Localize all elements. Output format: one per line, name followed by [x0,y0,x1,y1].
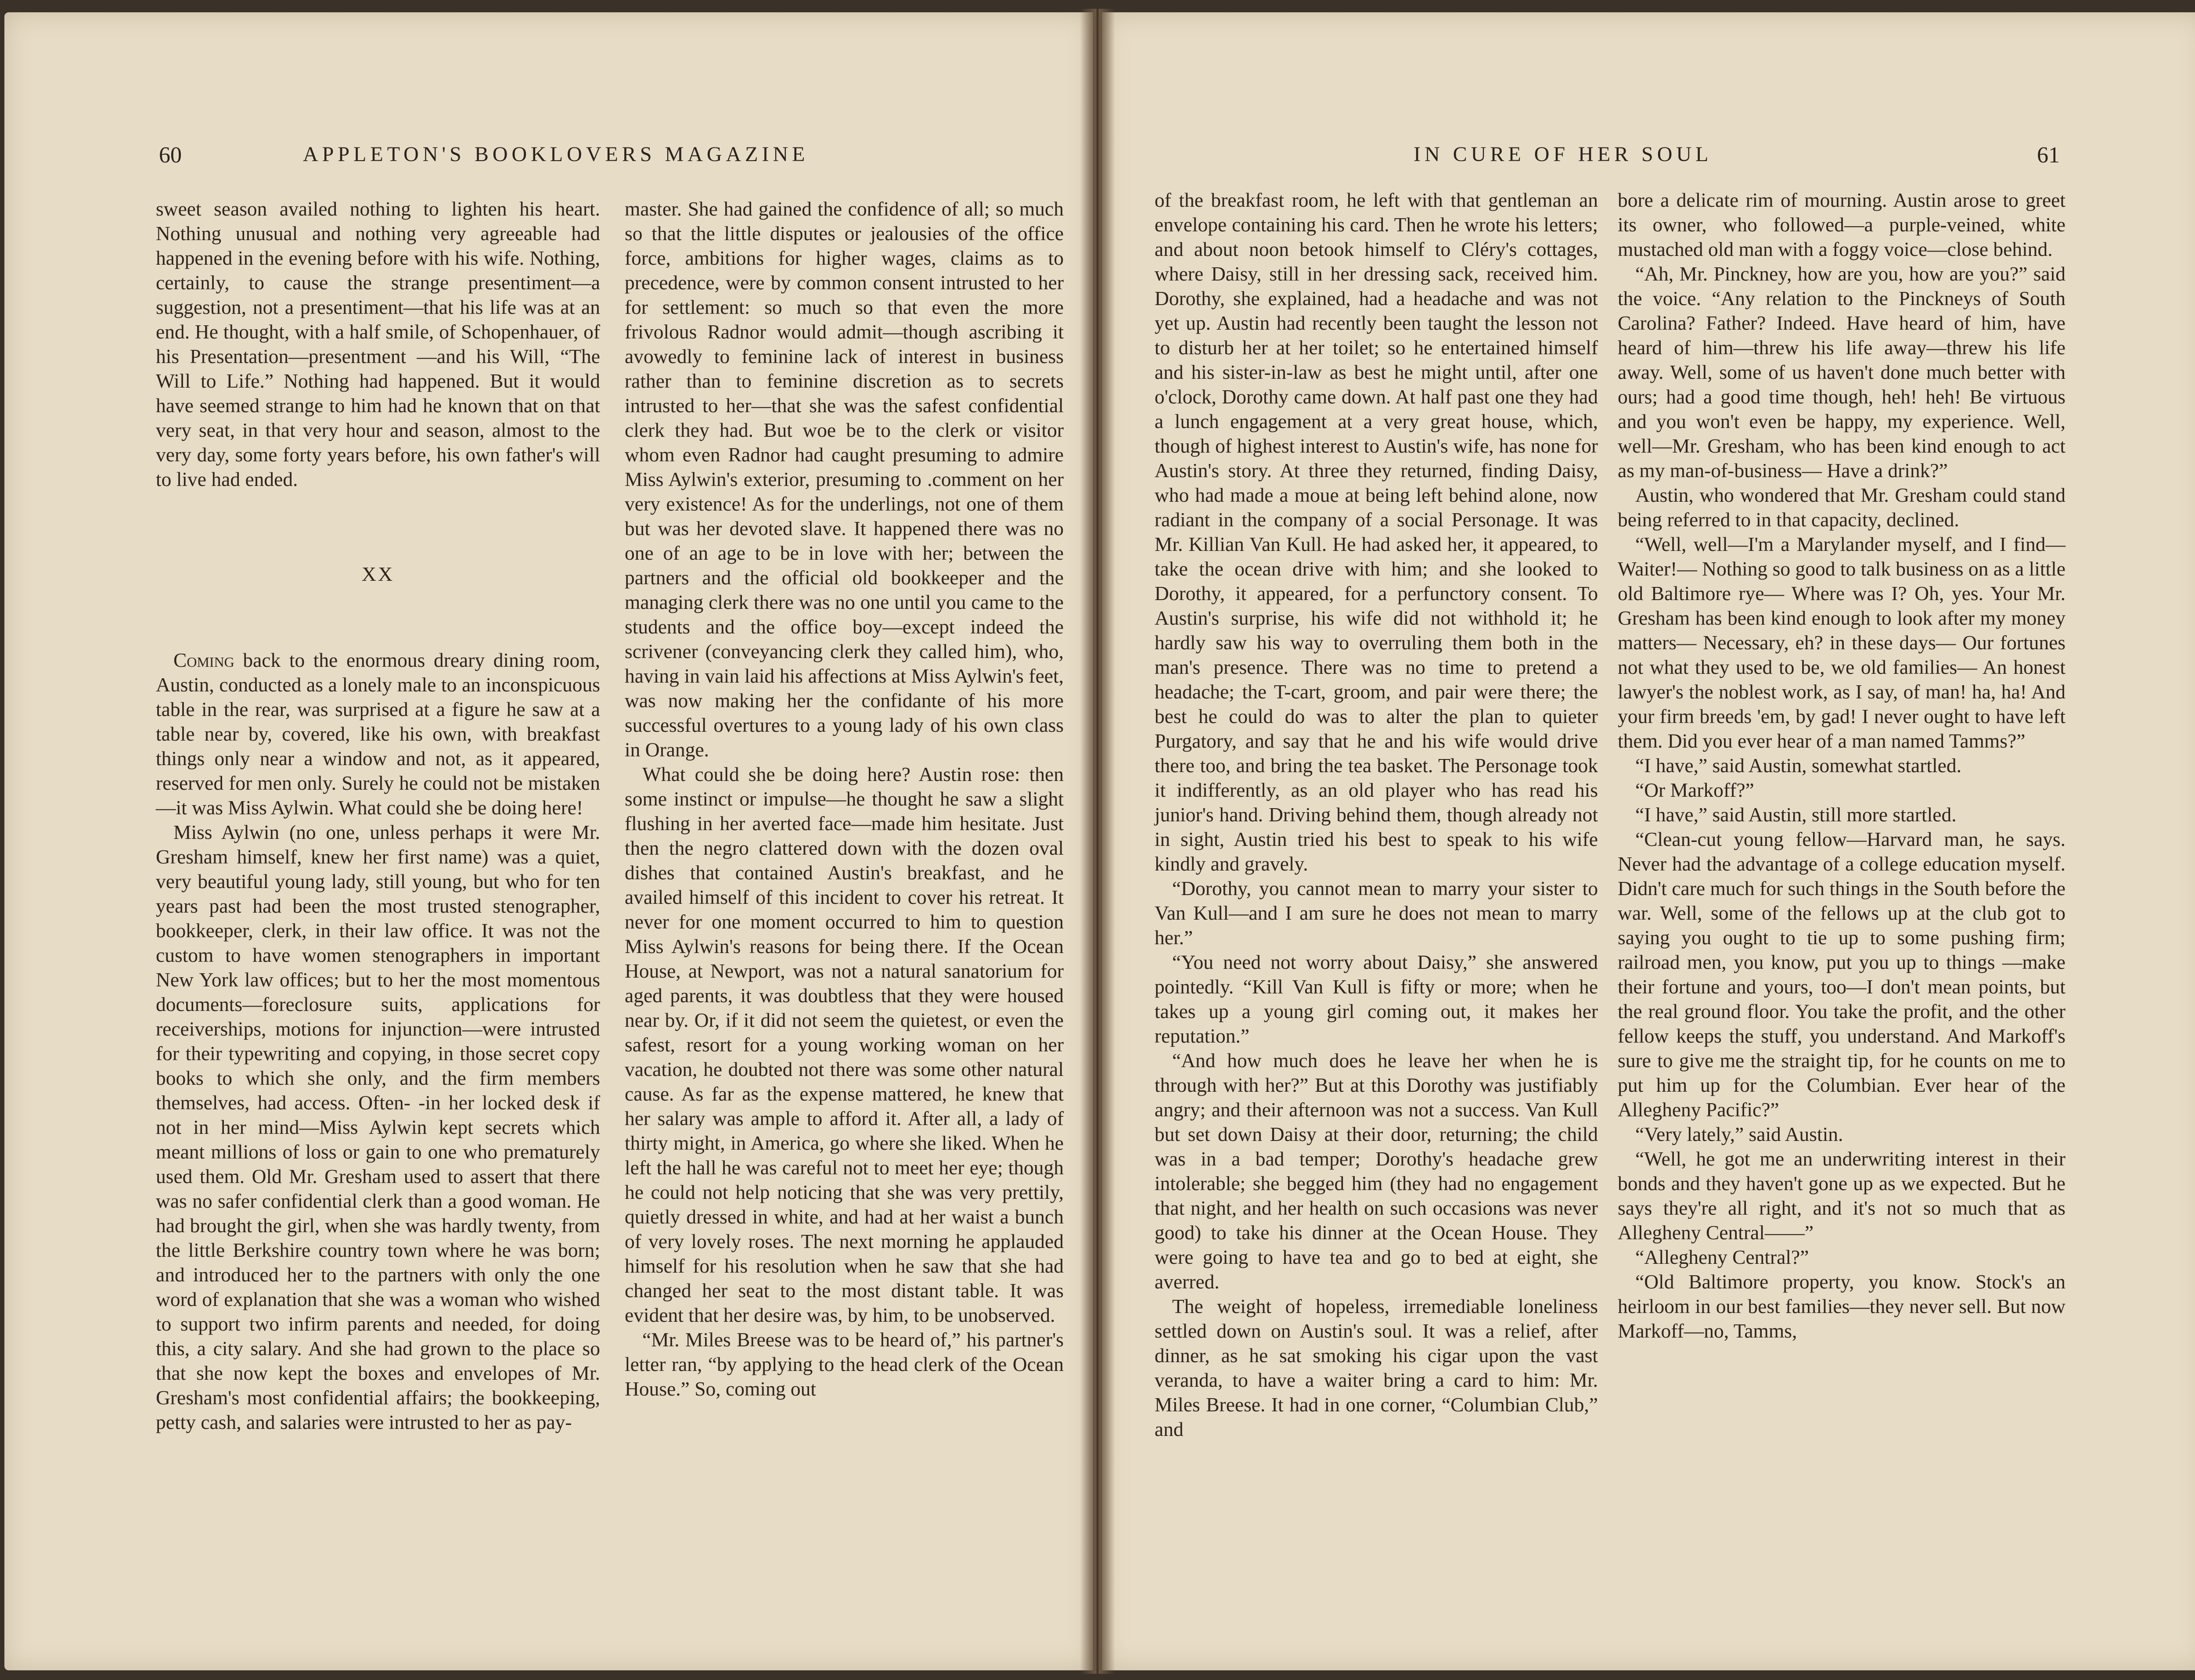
right-page-number: 61 [2037,143,2060,168]
paragraph: “Well, he got me an underwriting interest in their bonds and they haven't gone up as we expected. But he says they're all right, and it's not so much that as Allegheny Central——” [1618,1148,2065,1244]
left-column-2 [625,197,1064,1401]
paragraph: sweet season availed nothing to lighten his heart. Nothing unusual and nothing very agreeable had happened in the evening before with his wife. Nothing, certainly, to cause the strange presentiment—a suggestion, not a presentiment—that his life was at an end. He thought, with a half smile, of Schopenhauer, of his Presentation—presentment —and his Will, “The Will to Life.” Nothing had happened. But it would have seemed strange to him had he known that on that very seat, in that very hour and season, almost to the very day, some forty years before, his own father's will to live had ended. [156,198,600,490]
paragraph: Miss Aylwin (no one, unless perhaps it were Mr. Gresham himself, knew her first name) was a quiet, very beautiful young lady, still young, but who for ten years past had been the most trusted stenographer, bookkeeper, clerk, in their law office. It was not the custom to have women stenographers in important New York law offices; but to her the most momentous documents—foreclosure suits, applications for receiverships, motions for injunction—were intrusted for their typewriting and copying, in those secret copy books to which she only, and the firm members themselves, had access. Often- -in her locked desk if not in her mind—Miss Aylwin kept secrets which meant millions of loss or gain to one who prematurely used them. Old Mr. Gresham used to assert that there was no safer confidential clerk than a good woman. He had brought the girl, when she was hardly twenty, from the little Berkshire country town where he was born; and introduced her to the partners with only the one word of explanation that she was a woman who wished to support two infirm parents and needed, for doing this, a city salary. And she had grown to the place so that she now kept the boxes and envelopes of Mr. Gresham's most confidential affairs; the bookkeeping, petty cash, and salaries were intrusted to her as pay- [156,821,600,1433]
paragraph: “Well, well—I'm a Marylander myself, and I find— Waiter!— Nothing so good to talk business on as a little old Baltimore rye— Where was I? Oh, yes. Your Mr. Gresham has been kind enough to look after my money matters— Necessary, eh? in these days— Our fortunes not what they used to be, we old families— An honest lawyer's the noblest work, as I say, of man! ha, ha! And your firm breeds 'em, by gad! I never ought to have left them. Did you ever hear of a man named Tamms?” [1618,533,2065,752]
left-page-number: 60 [159,143,182,168]
paragraph: “I have,” said Austin, somewhat startled. [1635,754,1961,777]
right-page [1102,12,2195,1670]
paragraph: “Dorothy, you cannot mean to marry your sister to Van Kull—and I am sure he does not mean to marry her.” [1155,877,1598,949]
drop-word: Coming [173,649,234,671]
paragraph: “Old Baltimore property, you know. Stock's an heirloom in our best families—they never sell. But now Markoff—no, Tamms, [1618,1270,2065,1342]
paragraph-text: back to the enormous dreary dining room, Austin, conducted as a lonely male to an inconspicuous table in the rear, was surprised at a figure he saw at a table near by, covered, like his own, with breakfast things only near a window and not, as it appeared, reserved for men only. Surely he could not be mistaken—it was Miss Aylwin. What could she be doing here! [156,649,600,819]
paragraph: “Ah, Mr. Pinckney, how are you, how are you?” said the voice. “Any relation to the Pinckneys of South Carolina? Father? Indeed. Have heard of him, have heard of him—threw his life away—threw his life away. Well, some of us haven't done much better with ours; had a good time though, heh! heh! Be virtuous and you won't even be happy, my experience. Well, well—Mr. Gresham, who has been kind enough to act as my man-of-business— Have a drink?” [1618,263,2065,482]
paragraph: master. She had gained the confidence of all; so much so that the little disputes or jealousies of the office force, ambitions for higher wages, claims as to precedence, were by common consent intrusted to her for settlement: so much so that even the more frivolous Radnor would admit—though ascribing it avowedly to feminine lack of interest in business rather than to feminine discretion as to secrets intrusted to her—that she was the safest confidential clerk they had. But woe be to the clerk or visitor whom even Radnor had caught presuming to admire Miss Aylwin's exterior, presuming to .comment on her very existence! As for the underlings, not one of them but was her devoted slave. It happened there was no one of an age to be in love with her; between the partners and the official old bookkeeper and the managing clerk there was no one until you came to the students and the office boy—except indeed the scrivener (conveyancing clerk they called him), who, having in vain laid his affections at Miss Aylwin's feet, was now making her the confidante of his more successful overtures to a young lady of his own class in Orange. [625,198,1064,761]
paragraph [156,648,600,820]
section-heading: XX [361,563,395,585]
paragraph: “Mr. Miles Breese was to be heard of,” his partner's letter ran, “by applying to the head clerk of the Ocean House.” So, coming out [625,1328,1064,1400]
paragraph: “I have,” said Austin, still more startled. [1635,803,1957,826]
paragraph: “And how much does he leave her when he is through with her?” But at this Dorothy was justifiably angry; and their afternoon was not a success. Van Kull but set down Daisy at their door, returning; the child was in a bad temper; Dorothy's headache grew intolerable; she begged him (they had no engagement that night, and her health on such occasions was never good) to take his dinner at the Ocean House. They were going to have tea and go to bed at eight, she averred. [1155,1049,1598,1293]
paragraph: “Allegheny Central?” [1635,1246,1809,1268]
paragraph: “Clean-cut young fellow—Harvard man, he says. Never had the advantage of a college education myself. Didn't care much for such things in the South before the war. Well, some of the fellows up at the club got to saying you ought to tie up to some pushing firm; railroad men, you know, put you up to things —make their fortune and yours, too—I don't mean points, but the real ground floor. You take the profit, and the other fellow keeps the stuff, you understand. And Markoff's sure to give me the straight tip, for he counts on me to put him up for the Columbian. Ever hear of the Allegheny Pacific?” [1618,828,2065,1121]
left-running-head: APPLETON'S BOOKLOVERS MAGAZINE [303,143,809,166]
book-gutter [1080,9,1115,1674]
left-column-1 [156,197,600,1435]
right-running-head: IN CURE OF HER SOUL [1414,143,1713,166]
paragraph: Austin, who wondered that Mr. Gresham could stand being referred to in that capacity, declined. [1618,484,2065,531]
left-page [4,12,1093,1670]
paragraph: bore a delicate rim of mourning. Austin arose to greet its owner, who followed—a purple-veined, white mustached old man with a foggy voice—close behind. [1618,189,2065,260]
paragraph: of the breakfast room, he left with that gentleman an envelope containing his card. Then he wrote his letters; and about noon betook himself to Cléry's cottages, where Daisy, still in her dressing sack, received him. Dorothy, she explained, had a headache and was not yet up. Austin had recently been taught the lesson not to disturb her at her toilet; so he entertained himself and his sister-in-law as best he might until, after one o'clock, Dorothy came down. At half past one they had a lunch engagement at a very great house, which, though of highest interest to Austin's wife, has none for Austin's story. At three they returned, finding Daisy, who had made a moue at being left behind alone, now radiant in the company of a social Personage. It was Mr. Killian Van Kull. He had asked her, it appeared, to take the ocean drive with him; and she looked to Dorothy, it appeared, for a perfunctory consent. To Austin's surprise, his wife did not withhold it; he hardly saw his way to overruling them both in the man's presence. There was no time to pretend a headache; the T-cart, groom, and pair were there; the best he could do was to alter the plan to quieter Purgatory, and say that he and his wife would drive there too, and bring the tea basket. The Personage took it indifferently, as an old player who has read his junior's hand. Driving behind them, though already not in sight, Austin tried his best to speak to his wife kindly and gravely. [1155,189,1598,875]
paragraph: “You need not worry about Daisy,” she answered pointedly. “Kill Van Kull is fifty or more; when he takes up a young girl coming out, it makes her reputation.” [1155,951,1598,1047]
paragraph: What could she be doing here? Austin rose: then some instinct or impulse—he thought he saw a slight flushing in her averted face—made him hesitate. Just then the negro clattered down with the dozen oval dishes that contained Austin's breakfast, and he availed himself of this incident to cover his retreat. It never for one moment occurred to him to question Miss Aylwin's reasons for being there. If the Ocean House, at Newport, was not a natural sanatorium for aged parents, it was doubtless that they were housed near by. Or, if it did not seem the quietest, or even the safest, resort for a young working woman on her vacation, he doubted not there was some other natural cause. As far as the expense mattered, he knew that her salary was ample to afford it. After all, a lady of thirty might, in America, go where she liked. When he left the hall he was careful not to meet her eye; though he could not help noticing that she was very prettily, quietly dressed in white, and had at her waist a bunch of very lovely roses. The next morning he applauded himself for his resolution when he saw that she had changed her seat to the most distant table. It was evident that her desire was, by him, to be unobserved. [625,763,1064,1326]
right-column-1 [1155,188,1598,1442]
paragraph: “Very lately,” said Austin. [1635,1123,1843,1145]
right-column-2 [1618,188,2065,1343]
paragraph: The weight of hopeless, irremediable loneliness settled down on Austin's soul. It was a relief, after dinner, as he sat smoking his cigar upon the vast veranda, to have a waiter bring a card to him: Mr. Miles Breese. It had in one corner, “Columbian Club,” and [1155,1295,1598,1440]
paragraph: “Or Markoff?” [1635,779,1754,801]
